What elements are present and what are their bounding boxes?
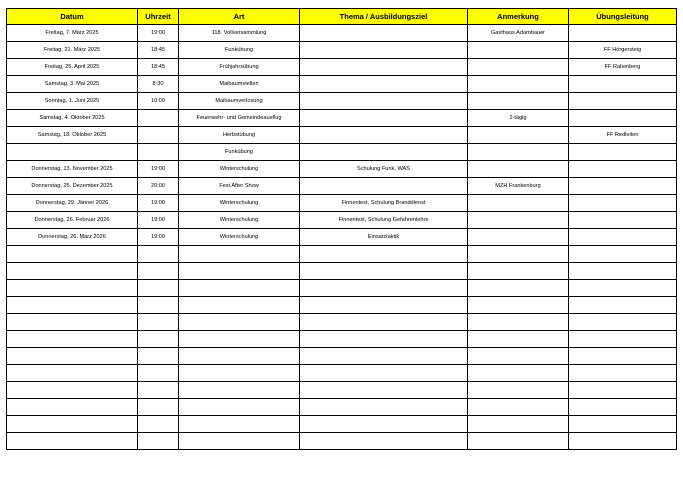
cell-art[interactable]: Winterschulung [179,195,300,212]
cell-uhrzeit[interactable]: 19:00 [138,25,179,42]
cell-uhrzeit[interactable] [138,382,179,399]
cell-uebungsleitung[interactable] [569,246,677,263]
cell-art[interactable]: 118. Vollversammlung [179,25,300,42]
cell-uebungsleitung[interactable] [569,178,677,195]
cell-uhrzeit[interactable] [138,297,179,314]
schedule-table [6,8,677,450]
cell-uebungsleitung[interactable] [569,25,677,42]
cell-uhrzeit[interactable] [138,331,179,348]
cell-datum[interactable]: Donnerstag, 29. Jänner 2026 [7,195,138,212]
cell-anmerkung[interactable] [468,212,569,229]
cell-uhrzeit[interactable] [138,110,179,127]
cell-uhrzeit[interactable] [138,144,179,161]
cell-art[interactable]: Winterschulung [179,161,300,178]
cell-thema[interactable] [300,93,468,110]
cell-uebungsleitung[interactable] [569,212,677,229]
cell-thema[interactable]: Finnentest, Schulung Branddienst [300,195,468,212]
cell-thema[interactable] [300,127,468,144]
cell-art[interactable] [179,314,300,331]
cell-datum[interactable] [7,348,138,365]
cell-thema[interactable] [300,433,468,450]
table-row [7,263,677,280]
cell-art[interactable]: Winterschulung [179,212,300,229]
cell-thema[interactable]: Schulung Funk, WAS [300,161,468,178]
cell-thema[interactable] [300,280,468,297]
cell-thema[interactable] [300,314,468,331]
cell-uhrzeit[interactable] [138,127,179,144]
cell-datum[interactable] [7,297,138,314]
cell-art[interactable] [179,382,300,399]
cell-anmerkung[interactable] [468,144,569,161]
cell-art[interactable]: Maibaumstellen [179,76,300,93]
table-row [7,416,677,433]
cell-uebungsleitung[interactable] [569,195,677,212]
cell-datum[interactable] [7,416,138,433]
cell-anmerkung[interactable] [468,59,569,76]
table-row [7,246,677,263]
cell-thema[interactable] [300,331,468,348]
cell-uhrzeit[interactable] [138,263,179,280]
table-row [7,25,677,42]
cell-uebungsleitung[interactable] [569,93,677,110]
cell-thema[interactable]: Einsatztaktik [300,229,468,246]
cell-anmerkung[interactable] [468,382,569,399]
cell-anmerkung[interactable] [468,348,569,365]
table-row [7,161,677,178]
header-anmerkung: Anmerkung [468,9,569,25]
cell-uebungsleitung[interactable] [569,399,677,416]
header-uebungsleitung: Übungsleitung [569,9,677,25]
cell-datum[interactable]: Freitag, 21. März 2025 [7,42,138,59]
cell-datum[interactable] [7,263,138,280]
cell-uebungsleitung[interactable] [569,297,677,314]
cell-uhrzeit[interactable] [138,365,179,382]
cell-uebungsleitung[interactable] [569,229,677,246]
cell-art[interactable] [179,348,300,365]
cell-uhrzeit[interactable] [138,348,179,365]
cell-uhrzeit[interactable]: 18:45 [138,42,179,59]
cell-art[interactable] [179,399,300,416]
cell-thema[interactable] [300,76,468,93]
cell-datum[interactable]: Donnerstag, 26. Februar 2026 [7,212,138,229]
cell-uebungsleitung[interactable] [569,280,677,297]
table-row [7,93,677,110]
cell-datum[interactable]: Samstag, 3. Mai 2025 [7,76,138,93]
cell-thema[interactable] [300,42,468,59]
table-row [7,212,677,229]
cell-anmerkung[interactable] [468,195,569,212]
cell-thema[interactable] [300,246,468,263]
cell-thema[interactable] [300,297,468,314]
header-thema: Thema / Ausbildungsziel [300,9,468,25]
cell-anmerkung[interactable] [468,76,569,93]
table-row [7,127,677,144]
cell-anmerkung[interactable]: 2-tägig [468,110,569,127]
cell-datum[interactable] [7,382,138,399]
cell-uhrzeit[interactable] [138,280,179,297]
table-row [7,399,677,416]
cell-anmerkung[interactable] [468,246,569,263]
table-row [7,314,677,331]
header-art: Art [179,9,300,25]
cell-anmerkung[interactable] [468,93,569,110]
cell-anmerkung[interactable] [468,365,569,382]
cell-uhrzeit[interactable] [138,433,179,450]
cell-uebungsleitung[interactable] [569,365,677,382]
cell-anmerkung[interactable] [468,314,569,331]
cell-datum[interactable] [7,399,138,416]
header-uhrzeit: Uhrzeit [138,9,179,25]
cell-anmerkung[interactable] [468,263,569,280]
cell-uebungsleitung[interactable] [569,144,677,161]
cell-thema[interactable]: Finnentest, Schulung Gefahrenlehre [300,212,468,229]
cell-datum[interactable]: Donnerstag, 13. November 2025 [7,161,138,178]
cell-datum[interactable]: Sonntag, 1. Juni 2025 [7,93,138,110]
cell-anmerkung[interactable] [468,297,569,314]
cell-art[interactable] [179,297,300,314]
header-datum: Datum [7,9,138,25]
header-row [7,9,677,25]
cell-uhrzeit[interactable] [138,399,179,416]
cell-anmerkung[interactable]: MZH Frankenburg [468,178,569,195]
cell-art[interactable] [179,246,300,263]
cell-thema[interactable] [300,416,468,433]
cell-uebungsleitung[interactable] [569,348,677,365]
cell-art[interactable]: Winterschulung [179,229,300,246]
table-row [7,348,677,365]
cell-uhrzeit[interactable] [138,416,179,433]
cell-datum[interactable] [7,314,138,331]
cell-art[interactable]: Frühjahrsübung [179,59,300,76]
cell-art[interactable] [179,433,300,450]
cell-anmerkung[interactable] [468,42,569,59]
cell-uhrzeit[interactable]: 19:00 [138,195,179,212]
table-row [7,144,677,161]
cell-uebungsleitung[interactable] [569,416,677,433]
cell-uebungsleitung[interactable] [569,76,677,93]
cell-uhrzeit[interactable]: 19:00 [138,229,179,246]
cell-uebungsleitung[interactable] [569,382,677,399]
cell-datum[interactable] [7,331,138,348]
cell-uhrzeit[interactable]: 19:00 [138,161,179,178]
cell-uhrzeit[interactable]: 18:45 [138,59,179,76]
cell-anmerkung[interactable] [468,280,569,297]
cell-art[interactable]: Maibaumverlosung [179,93,300,110]
table-row [7,297,677,314]
cell-art[interactable]: Fest After Show [179,178,300,195]
cell-anmerkung[interactable] [468,161,569,178]
cell-uebungsleitung[interactable] [569,263,677,280]
table-row [7,178,677,195]
cell-uebungsleitung[interactable]: FF Raitenberg [569,59,677,76]
table-row [7,280,677,297]
cell-uhrzeit[interactable]: 10:00 [138,93,179,110]
cell-uhrzeit[interactable] [138,314,179,331]
table-row [7,382,677,399]
cell-anmerkung[interactable] [468,433,569,450]
cell-uhrzeit[interactable] [138,246,179,263]
cell-datum[interactable] [7,365,138,382]
cell-datum[interactable]: Donnerstag, 25. Dezember 2025 [7,178,138,195]
cell-datum[interactable]: Samstag, 18. Oktober 2025 [7,127,138,144]
table-row [7,59,677,76]
cell-datum[interactable] [7,144,138,161]
table-row [7,433,677,450]
cell-uhrzeit[interactable]: 19:00 [138,212,179,229]
cell-thema[interactable] [300,365,468,382]
cell-art[interactable]: Funkübung [179,42,300,59]
cell-art[interactable] [179,331,300,348]
cell-datum[interactable]: Freitag, 7. März 2025 [7,25,138,42]
cell-thema[interactable] [300,25,468,42]
cell-art[interactable] [179,263,300,280]
table-row [7,331,677,348]
cell-thema[interactable] [300,59,468,76]
cell-uebungsleitung[interactable] [569,331,677,348]
cell-anmerkung[interactable] [468,127,569,144]
cell-datum[interactable]: Samstag, 4. Oktober 2025 [7,110,138,127]
cell-thema[interactable] [300,382,468,399]
cell-thema[interactable] [300,348,468,365]
cell-uebungsleitung[interactable] [569,161,677,178]
cell-uhrzeit[interactable]: 20:00 [138,178,179,195]
table-row [7,76,677,93]
cell-uebungsleitung[interactable] [569,110,677,127]
table-row [7,229,677,246]
cell-art[interactable]: Feuerwehr- und Gemeindeausflug [179,110,300,127]
cell-datum[interactable]: Donnerstag, 26. März 2026 [7,229,138,246]
cell-datum[interactable] [7,246,138,263]
table-row [7,110,677,127]
cell-thema[interactable] [300,144,468,161]
cell-thema[interactable] [300,178,468,195]
cell-datum[interactable]: Freitag, 25. April 2025 [7,59,138,76]
cell-thema[interactable] [300,399,468,416]
table-row [7,42,677,59]
cell-art[interactable] [179,365,300,382]
cell-anmerkung[interactable] [468,416,569,433]
cell-anmerkung[interactable]: Gasthaus Adambauer [468,25,569,42]
cell-datum[interactable] [7,433,138,450]
cell-uebungsleitung[interactable] [569,433,677,450]
cell-datum[interactable] [7,280,138,297]
schedule-sheet [6,8,676,450]
cell-art[interactable]: Herbstübung [179,127,300,144]
cell-art[interactable] [179,416,300,433]
table-row [7,195,677,212]
cell-uebungsleitung[interactable] [569,314,677,331]
cell-anmerkung[interactable] [468,399,569,416]
cell-art[interactable] [179,280,300,297]
table-body [7,25,677,450]
cell-anmerkung[interactable] [468,331,569,348]
cell-uhrzeit[interactable]: 8:30 [138,76,179,93]
cell-uebungsleitung[interactable]: FF Hörgersteig [569,42,677,59]
cell-thema[interactable] [300,263,468,280]
cell-anmerkung[interactable] [468,229,569,246]
cell-art[interactable]: Funkübung [179,144,300,161]
table-row [7,365,677,382]
cell-thema[interactable] [300,110,468,127]
cell-uebungsleitung[interactable]: FF Redleiten [569,127,677,144]
